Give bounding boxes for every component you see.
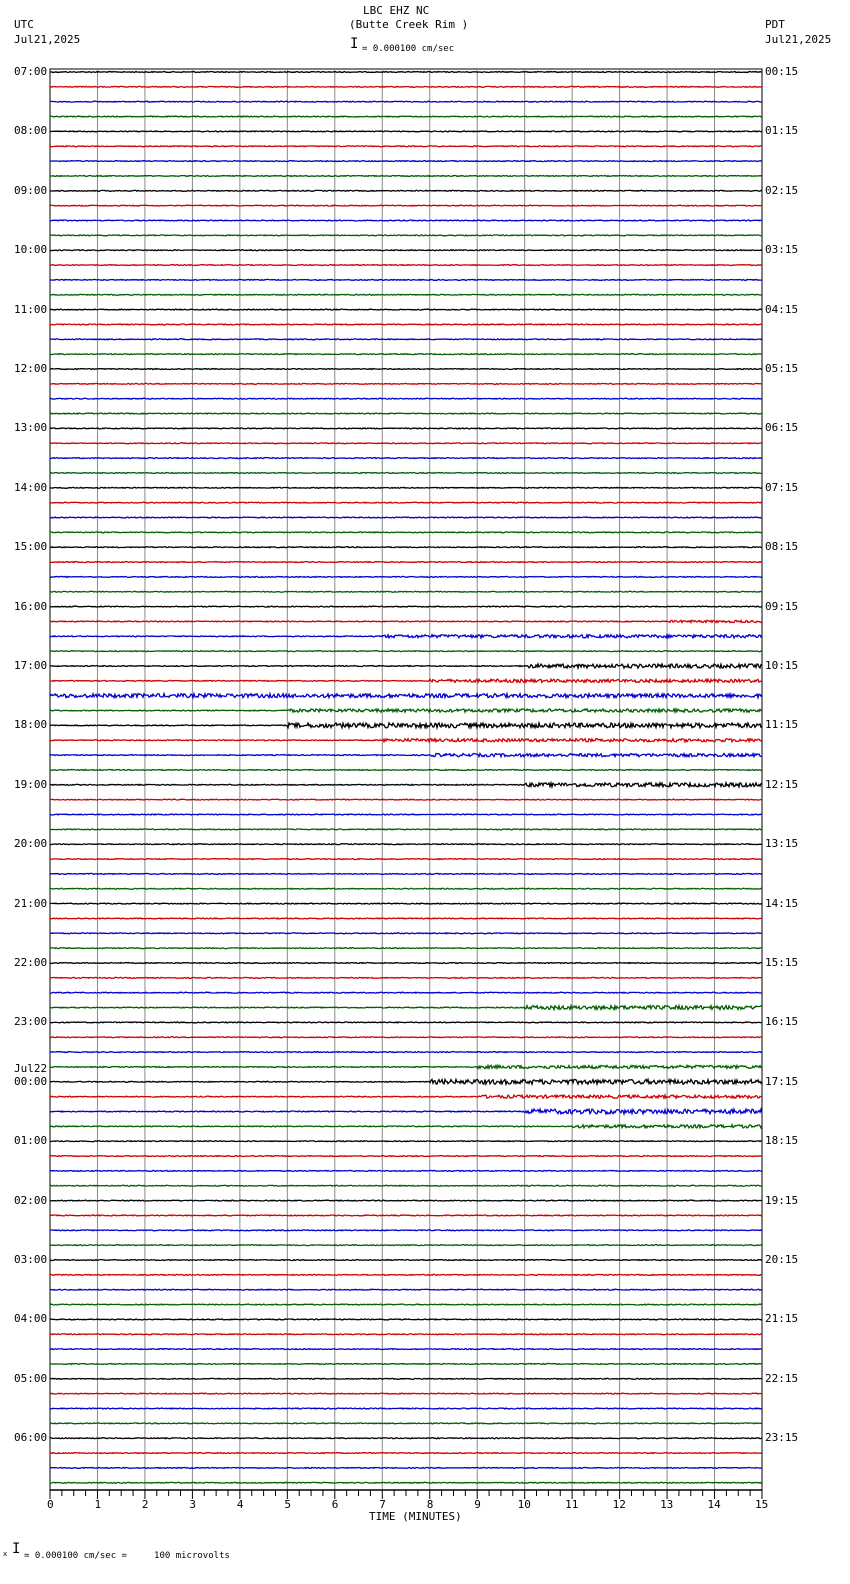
- x-tick-label: 0: [47, 1498, 54, 1511]
- x-tick-label: 10: [517, 1498, 531, 1511]
- utc-hour-label: 01:00: [14, 1134, 48, 1148]
- utc-hour-label: 02:00: [14, 1193, 48, 1207]
- trace-line: [50, 1393, 762, 1394]
- utc-hour-label: 19:00: [14, 777, 48, 791]
- trace-line: [50, 1378, 762, 1379]
- trace-line: [50, 176, 762, 177]
- utc-hour-label: 10:00: [14, 243, 48, 257]
- trace-line: [50, 1095, 762, 1098]
- pdt-hour-label: 21:15: [765, 1312, 799, 1326]
- pdt-hour-label: 10:15: [765, 659, 799, 672]
- pdt-hour-label: 01:15: [765, 124, 799, 138]
- x-axis-label: TIME (MINUTES): [369, 1510, 462, 1523]
- trace-line: [50, 754, 762, 757]
- trace-line: [50, 1125, 762, 1128]
- pdt-hour-label: 08:15: [765, 540, 799, 554]
- trace-line: [50, 161, 762, 162]
- utc-hour-label: 03:00: [14, 1253, 48, 1266]
- utc-hour-label: 12:00: [14, 362, 48, 375]
- utc-hour-label: 16:00: [14, 599, 48, 613]
- pdt-hour-label: 04:15: [765, 302, 799, 316]
- trace-line: [50, 562, 762, 563]
- station-title: LBC EHZ NC: [363, 4, 430, 17]
- utc-hour-label: 05:00: [14, 1371, 48, 1385]
- trace-line: [50, 487, 762, 488]
- right-date: Jul21,2025: [765, 33, 832, 46]
- trace-line: [50, 664, 762, 668]
- trace-line: [50, 547, 762, 548]
- scale-label: = 0.000100 cm/sec: [362, 44, 455, 54]
- utc-hour-label: 21:00: [14, 896, 48, 910]
- trace-line: [50, 72, 762, 73]
- utc-hour-label: 23:00: [14, 1015, 48, 1029]
- trace-line: [50, 517, 762, 518]
- trace-line: [50, 1289, 762, 1290]
- trace-line: [50, 86, 762, 87]
- pdt-hour-label: 18:15: [765, 1134, 799, 1148]
- trace-line: [50, 1453, 762, 1454]
- trace-line: [50, 873, 762, 874]
- trace-line: [50, 473, 762, 474]
- trace-line: [50, 265, 762, 266]
- trace-line: [50, 829, 762, 830]
- trace-line: [50, 235, 762, 236]
- trace-line: [50, 1438, 762, 1439]
- trace-line: [50, 1423, 762, 1424]
- x-tick-label: 3: [189, 1498, 197, 1511]
- date-change-label: Jul22: [14, 1061, 48, 1075]
- trace-line: [50, 354, 762, 355]
- utc-hour-label: 14:00: [14, 480, 48, 494]
- pdt-hour-label: 19:15: [765, 1193, 799, 1207]
- left-date: Jul21,2025: [14, 33, 81, 46]
- pdt-hour-label: 23:15: [765, 1431, 799, 1445]
- trace-line: [50, 1079, 762, 1084]
- trace-line: [50, 783, 762, 787]
- trace-line: [50, 294, 762, 295]
- pdt-hour-label: 02:15: [765, 183, 799, 197]
- trace-line: [50, 1245, 762, 1246]
- trace-line: [50, 443, 762, 444]
- footer-scale-bar-icon: I: [12, 1541, 21, 1557]
- utc-hour-label: 11:00: [14, 302, 48, 316]
- trace-line: [50, 458, 762, 459]
- trace-line: [50, 1230, 762, 1231]
- trace-line: [50, 279, 762, 280]
- trace-line: [50, 131, 762, 132]
- trace-line: [50, 116, 762, 117]
- trace-line: [50, 324, 762, 325]
- x-tick-label: 5: [284, 1498, 291, 1511]
- utc-hour-label: 13:00: [14, 421, 48, 435]
- trace-line: [50, 383, 762, 384]
- trace-line: [50, 770, 762, 771]
- trace-line: [50, 205, 762, 206]
- trace-line: [50, 1482, 762, 1483]
- trace-line: [50, 1319, 762, 1320]
- x-tick-label: 1: [94, 1498, 102, 1511]
- trace-line: [50, 1200, 762, 1201]
- pdt-hour-label: 22:15: [765, 1371, 799, 1385]
- trace-line: [50, 339, 762, 340]
- trace-line: [50, 532, 762, 533]
- x-tick-label: 7: [379, 1498, 386, 1511]
- trace-line: [50, 220, 762, 221]
- trace-line: [50, 620, 762, 622]
- trace-line: [50, 1065, 762, 1068]
- trace-line: [50, 1052, 762, 1053]
- x-tick-label: 6: [331, 1498, 339, 1511]
- pdt-hour-label: 16:15: [765, 1015, 799, 1029]
- trace-line: [50, 723, 762, 728]
- trace-line: [50, 651, 762, 652]
- trace-line: [50, 1006, 762, 1010]
- trace-line: [50, 502, 762, 503]
- pdt-hour-label: 12:15: [765, 777, 799, 791]
- pdt-hour-label: 06:15: [765, 421, 799, 435]
- trace-line: [50, 933, 762, 934]
- trace-line: [50, 428, 762, 429]
- x-tick-label: 9: [474, 1498, 481, 1511]
- utc-hour-label: 17:00: [14, 659, 48, 672]
- pdt-hour-label: 17:15: [765, 1074, 799, 1088]
- site-name: (Butte Creek Rim ): [349, 18, 469, 31]
- scale-bar-icon: I: [350, 36, 359, 52]
- trace-line: [50, 413, 762, 414]
- trace-line: [50, 1334, 762, 1335]
- utc-hour-label: 04:00: [14, 1312, 48, 1326]
- trace-line: [50, 948, 762, 949]
- trace-line: [50, 1467, 762, 1468]
- trace-line: [50, 1349, 762, 1350]
- pdt-hour-label: 09:15: [765, 599, 799, 613]
- trace-line: [50, 606, 762, 607]
- trace-line: [50, 1037, 762, 1038]
- trace-line: [50, 146, 762, 147]
- utc-hour-label: 18:00: [14, 718, 48, 732]
- trace-line: [50, 844, 762, 845]
- pdt-hour-label: 14:15: [765, 896, 799, 910]
- trace-line: [50, 977, 762, 978]
- x-tick-label: 13: [660, 1498, 674, 1511]
- trace-line: [50, 1364, 762, 1365]
- utc-hour-label: 20:00: [14, 837, 48, 851]
- x-tick-label: 15: [755, 1498, 769, 1511]
- trace-line: [50, 1215, 762, 1216]
- trace-line: [50, 918, 762, 919]
- trace-line: [50, 963, 762, 964]
- utc-hour-label: 00:00: [14, 1074, 48, 1088]
- trace-line: [50, 859, 762, 860]
- trace-line: [50, 709, 762, 712]
- trace-line: [50, 1170, 762, 1171]
- pdt-hour-label: 03:15: [765, 243, 799, 257]
- trace-line: [50, 635, 762, 638]
- trace-line: [50, 591, 762, 592]
- trace-line: [50, 694, 762, 698]
- trace-line: [50, 309, 762, 310]
- pdt-hour-label: 05:15: [765, 362, 799, 375]
- pdt-hour-label: 00:15: [765, 65, 799, 78]
- footer-mark: x: [3, 1550, 8, 1558]
- footer-scale-label: = 0.000100 cm/sec = 100 microvolts: [24, 1551, 230, 1561]
- x-tick-label: 4: [236, 1498, 244, 1511]
- trace-line: [50, 1274, 762, 1275]
- trace-line: [50, 814, 762, 815]
- left-timezone: UTC: [14, 18, 34, 31]
- trace-line: [50, 992, 762, 993]
- trace-line: [50, 679, 762, 682]
- x-tick-label: 8: [426, 1498, 434, 1511]
- trace-line: [50, 903, 762, 904]
- x-tick-label: 2: [141, 1498, 149, 1511]
- trace-line: [50, 1141, 762, 1142]
- trace-line: [50, 1304, 762, 1305]
- trace-line: [50, 1156, 762, 1157]
- trace-line: [50, 1185, 762, 1186]
- trace-line: [50, 888, 762, 889]
- trace-line: [50, 369, 762, 370]
- pdt-hour-label: 07:15: [765, 480, 799, 494]
- utc-hour-label: 15:00: [14, 540, 48, 554]
- utc-hour-label: 09:00: [14, 183, 48, 197]
- pdt-hour-label: 15:15: [765, 956, 799, 969]
- pdt-hour-label: 11:15: [765, 718, 799, 732]
- trace-line: [50, 101, 762, 102]
- right-timezone: PDT: [765, 18, 785, 31]
- trace-line: [50, 1408, 762, 1409]
- trace-line: [50, 799, 762, 800]
- trace-line: [50, 398, 762, 399]
- x-tick-label: 14: [707, 1498, 721, 1511]
- trace-line: [50, 250, 762, 251]
- utc-hour-label: 22:00: [14, 956, 48, 969]
- x-tick-label: 11: [565, 1498, 579, 1511]
- trace-line: [50, 190, 762, 191]
- pdt-hour-label: 13:15: [765, 837, 799, 851]
- trace-line: [50, 1109, 762, 1114]
- trace-line: [50, 1022, 762, 1023]
- utc-hour-label: 06:00: [14, 1431, 48, 1445]
- trace-line: [50, 1260, 762, 1261]
- trace-line: [50, 739, 762, 742]
- x-tick-label: 12: [612, 1498, 626, 1511]
- utc-hour-label: 07:00: [14, 65, 48, 78]
- trace-line: [50, 576, 762, 577]
- utc-hour-label: 08:00: [14, 124, 48, 138]
- plot-frame: [50, 69, 762, 1490]
- pdt-hour-label: 20:15: [765, 1253, 799, 1266]
